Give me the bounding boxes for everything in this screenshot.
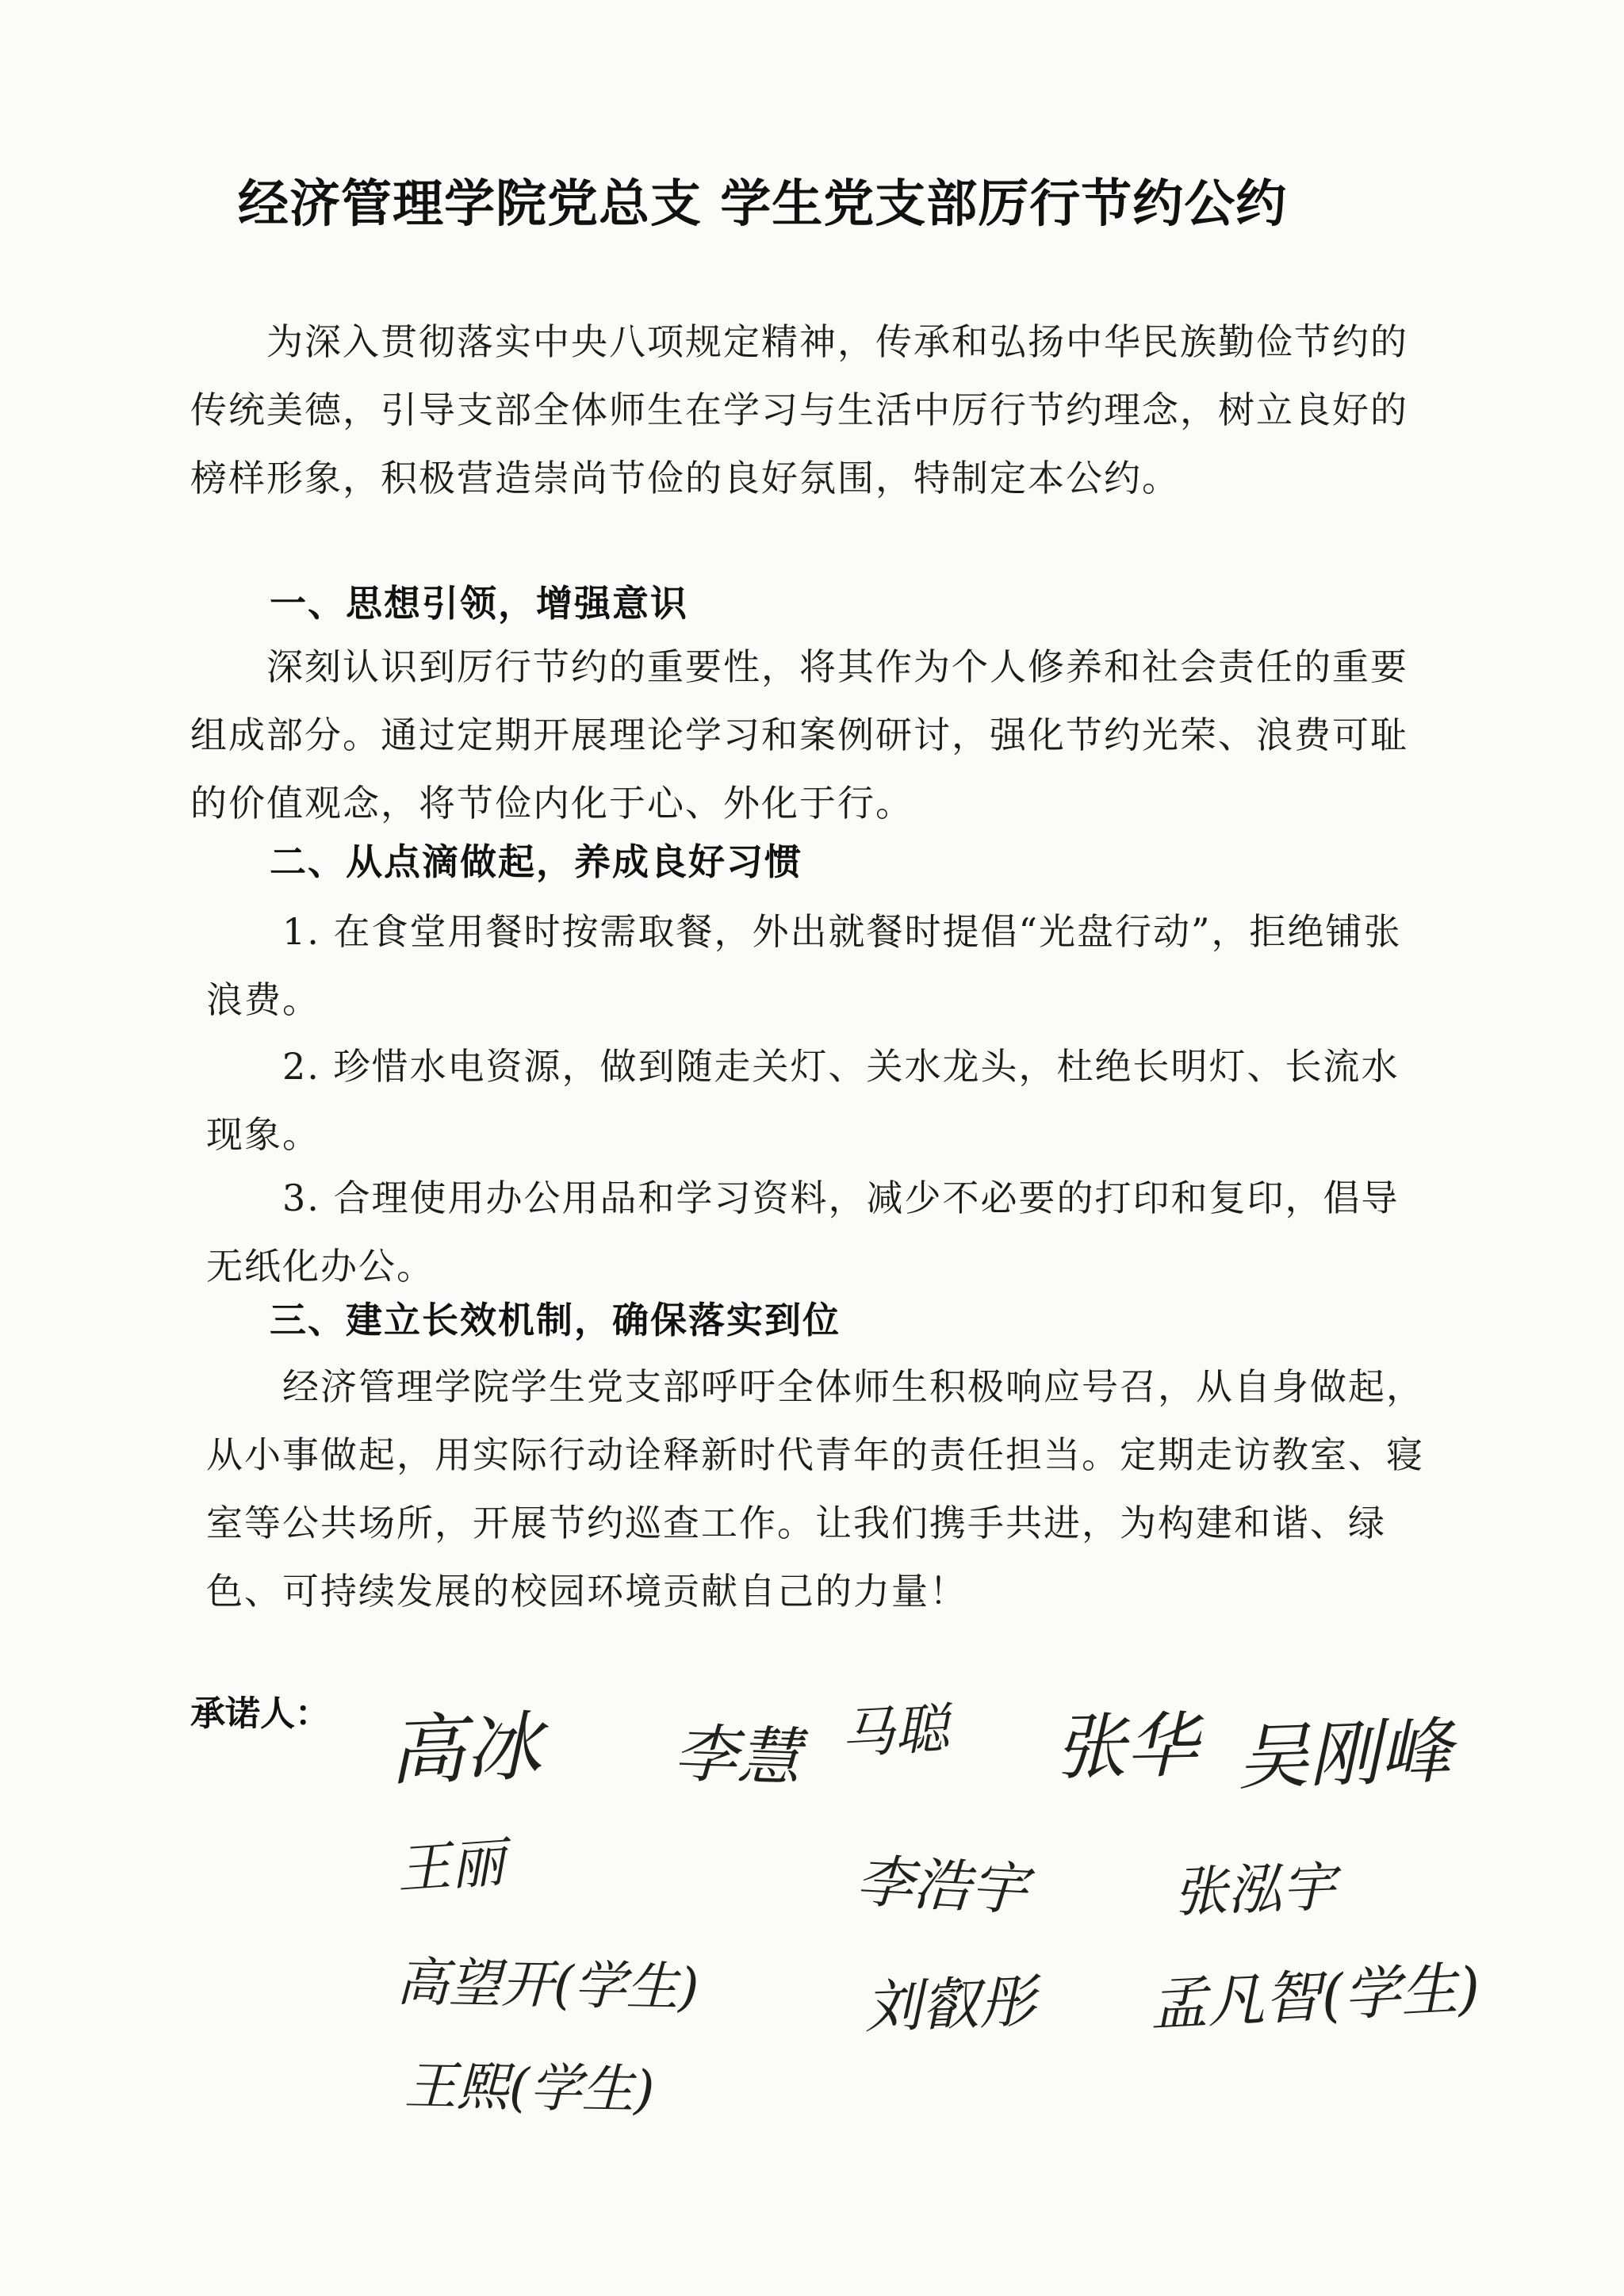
signature-11: 孟凡智(学生) [1148,1954,1482,2038]
section-2-item-2: 2. 珍惜水电资源，做到随走关灯、关水龙头，杜绝长明灯、长流水现象。 [206,1045,1400,1156]
intro-paragraph: 为深入贯彻落实中央八项规定精神，传承和弘扬中华民族勤俭节约的传统美德，引导支部全体师生在学习与生活中厉行节约理念，树立良好的榜样形象，积极营造崇尚节俭的良好氛围，特制定本公约。 [190,320,1408,499]
signature-4: 张华 [1054,1704,1199,1790]
signature-7: 李浩宇 [854,1847,1029,1923]
signature-3: 马聪 [839,1697,951,1766]
section-1-paragraph: 深刻认识到厉行节约的重要性，将其作为个人修养和社会责任的重要组成部分。通过定期开展理论学习和案例研讨，强化节约光荣、浪费可耻的价值观念，将节俭内化于心、外化于行。 [190,645,1408,825]
signature-2: 李慧 [672,1716,802,1795]
signature-10: 刘叡彤 [863,1968,1037,2041]
section-2-heading: 二、从点滴做起，养成良好习惯 [270,840,802,883]
signature-5: 吴刚峰 [1235,1709,1454,1800]
signatories-label: 承诺人： [190,1693,330,1734]
section-3-heading: 三、建立长效机制，确保落实到位 [270,1299,841,1341]
signature-8: 张泓宇 [1172,1856,1337,1925]
signature-6: 王丽 [394,1831,508,1902]
signature-1: 高冰 [387,1701,543,1797]
signature-12: 王熙(学生) [404,2055,656,2121]
document-title: 经济管理学院党总支 学生党支部厉行节约公约 [238,175,1288,234]
section-1-heading: 一、思想引领，增强意识 [270,582,688,625]
signature-9: 高望开(学生) [396,1951,700,2019]
section-2-item-1: 1. 在食堂用餐时按需取餐，外出就餐时提倡“光盘行动”，拒绝铺张浪费。 [206,910,1402,1021]
section-3-paragraph: 经济管理学院学生党支部呼吁全体师生积极响应号召，从自身做起，从小事做起，用实际行动诠释新时代青年的责任担当。定期走访教室、寝室等公共场所，开展节约巡查工作。让我们携手共进，为构建和谐、绿色、可持续发展的校园环境贡献自己的力量！ [206,1365,1424,1613]
section-2-item-3: 3. 合理使用办公用品和学习资料，减少不必要的打印和复印，倡导无纸化办公。 [206,1177,1400,1288]
